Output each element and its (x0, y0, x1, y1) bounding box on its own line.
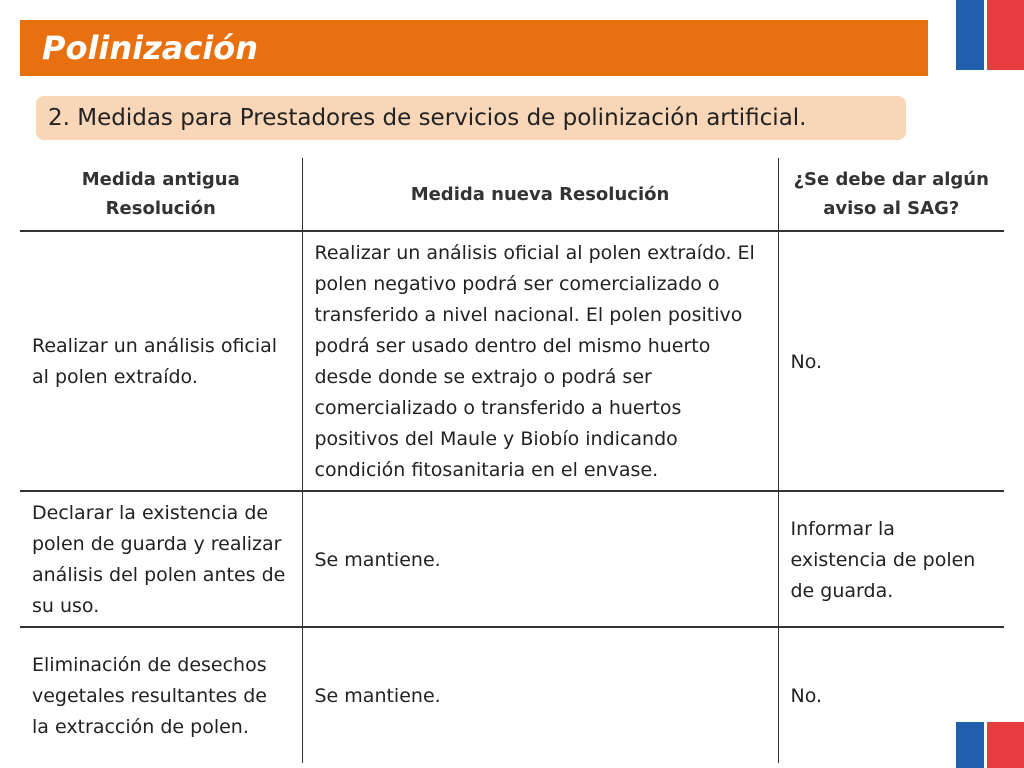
flag-blue-stripe (956, 0, 984, 70)
cell-notice: No. (778, 627, 1004, 763)
slide-title: Polinización (42, 29, 259, 67)
title-bar (20, 20, 928, 76)
cell-notice: Informar la existencia de polen de guarda. (778, 491, 1004, 627)
table-row (20, 231, 1004, 491)
header-new-measure: Medida nueva Resolución (302, 158, 778, 231)
cell-new-measure: Se mantiene. (302, 627, 778, 763)
header-notice-sag: ¿Se debe dar algún aviso al SAG? (778, 158, 1004, 231)
cell-old-measure: Declarar la existencia de polen de guarda y realizar análisis del polen antes de su uso. (20, 491, 302, 627)
cell-old-measure: Realizar un análisis oficial al polen extraído. (20, 231, 302, 491)
flag-red-stripe (987, 0, 1024, 70)
flag-blue-stripe (956, 722, 984, 768)
table-row (20, 627, 1004, 763)
table-row (20, 491, 1004, 627)
table-header-row (20, 158, 1004, 231)
cell-notice: No. (778, 231, 1004, 491)
slide-subtitle (36, 96, 906, 140)
cell-new-measure: Realizar un análisis oficial al polen extraído. El polen negativo podrá ser comercializado o transferido a nivel nacional. El polen positivo podrá ser usado dentro del mismo huerto desde donde se extrajo o podrá ser comercializado o transferido a huertos positivos del Maule y Biobío indicando condición fitosanitaria en el envase. (302, 231, 778, 491)
header-old-measure: Medida antigua Resolución (20, 158, 302, 231)
flag-stripe-bottom (956, 722, 1024, 768)
cell-new-measure: Se mantiene. (302, 491, 778, 627)
cell-old-measure: Eliminación de desechos vegetales resultantes de la extracción de polen. (32, 654, 267, 738)
flag-red-stripe (987, 722, 1024, 768)
measures-table (20, 158, 1004, 763)
flag-stripe-top (956, 0, 1024, 70)
subtitle-text: 2. Medidas para Prestadores de servicios de polinización artificial. (48, 105, 807, 131)
